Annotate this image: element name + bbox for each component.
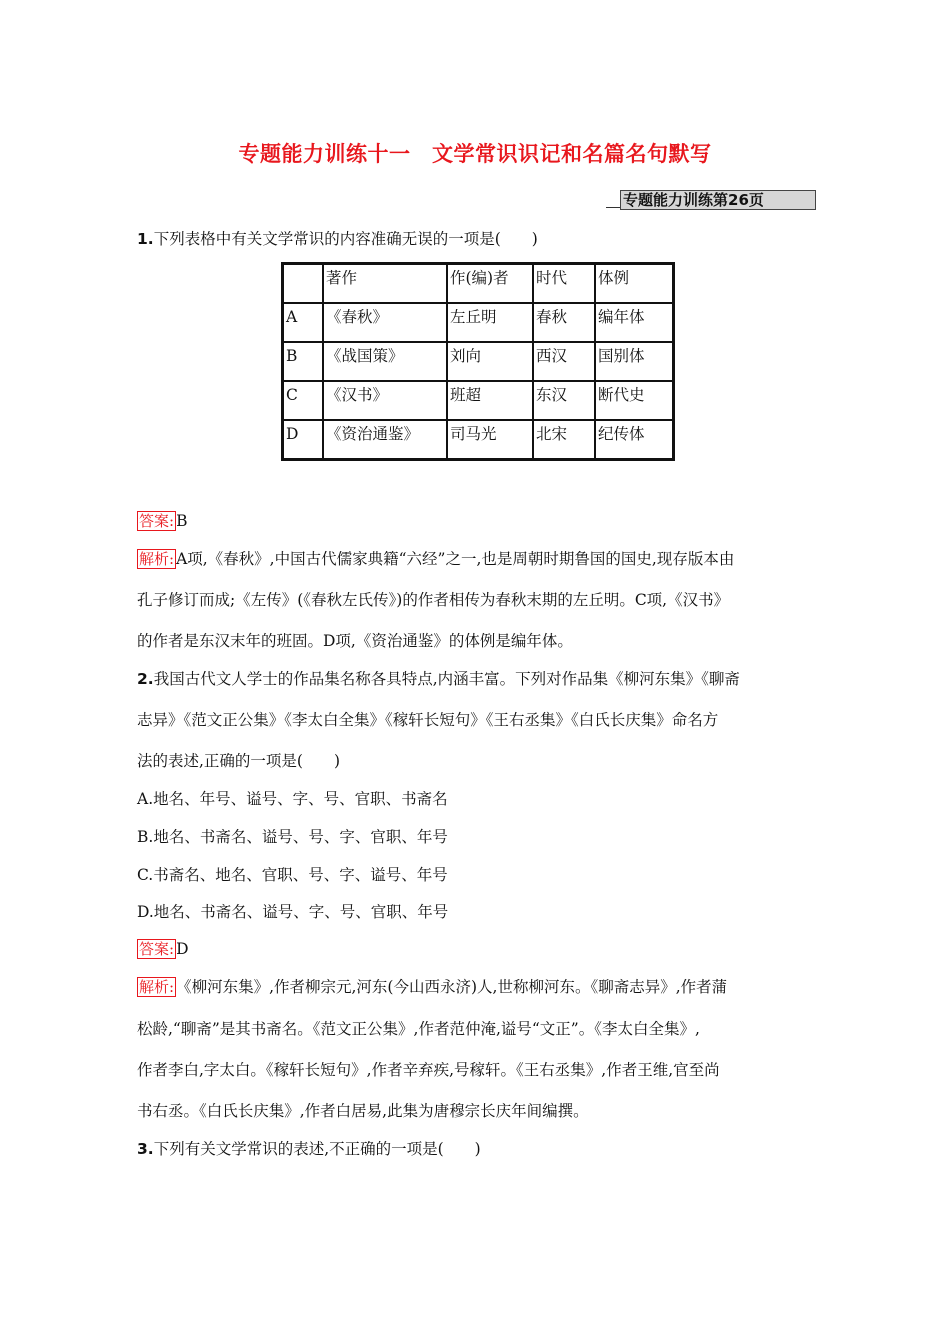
table-cell: 《战国策》 [323, 342, 447, 381]
table-cell: 刘向 [447, 342, 533, 381]
page-tag: 专题能力训练第26页 [620, 190, 816, 210]
analysis-1-line: 孔子修订而成;《左传》(《春秋左氏传》)的作者相传为春秋末期的左丘明。C项,《汉书》 [137, 591, 730, 609]
answer-label: 答案: [139, 940, 175, 958]
table-cell: 《汉书》 [323, 381, 447, 420]
answer-label: 答案: [139, 512, 175, 530]
analysis-2-line: 作者李白,字太白。《稼轩长短句》,作者辛弃疾,号稼轩。《王右丞集》,作者王维,官至尚 [137, 1061, 720, 1079]
table-header-row [283, 264, 674, 304]
option-d: D.地名、书斋名、谥号、字、号、官职、年号 [137, 903, 449, 921]
analysis-1-line: 的作者是东汉末年的班固。D项,《资治通鉴》的体例是编年体。 [137, 632, 573, 650]
answer-2 [137, 938, 189, 960]
question-text: 下列表格中有关文学常识的内容准确无误的一项是( ) [153, 230, 538, 248]
question-3-stem [137, 1138, 481, 1160]
analysis-label: 解析: [139, 978, 175, 996]
table-cell: A [283, 303, 324, 342]
option-a: A.地名、年号、谥号、字、号、官职、书斋名 [137, 790, 448, 808]
analysis-2-line [137, 976, 727, 998]
table-cell: D [283, 420, 324, 460]
answer-value: D [176, 940, 189, 958]
analysis-text: 《柳河东集》,作者柳宗元,河东(今山西永济)人,世称柳河东。《聊斋志异》,作者蒲 [176, 978, 728, 996]
option-c: C.书斋名、地名、官职、号、字、谥号、年号 [137, 866, 448, 884]
question-text: 我国古代文人学士的作品集名称各具特点,内涵丰富。下列对作品集《柳河东集》《聊斋 [153, 670, 740, 688]
table-cell: 《资治通鉴》 [323, 420, 447, 460]
table-row [283, 303, 674, 342]
table-cell: 《春秋》 [323, 303, 447, 342]
question-1-stem [137, 228, 538, 250]
table-cell: 国别体 [595, 342, 674, 381]
table-row [283, 420, 674, 460]
table-cell: 左丘明 [447, 303, 533, 342]
table-cell: C [283, 381, 324, 420]
option-b: B.地名、书斋名、谥号、号、字、官职、年号 [137, 828, 448, 846]
analysis-1-line [137, 548, 734, 570]
table-cell: 司马光 [447, 420, 533, 460]
table-cell: 春秋 [533, 303, 595, 342]
table-cell: 断代史 [595, 381, 674, 420]
table-cell [283, 264, 324, 304]
analysis-text: A项,《春秋》,中国古代儒家典籍“六经”之一,也是周朝时期鲁国的国史,现存版本由 [176, 550, 735, 568]
literature-table [281, 262, 675, 461]
table-cell: 体例 [595, 264, 674, 304]
table-cell: B [283, 342, 324, 381]
table-row [283, 381, 674, 420]
table-cell: 时代 [533, 264, 595, 304]
table-cell: 西汉 [533, 342, 595, 381]
question-2-stem-line: 法的表述,正确的一项是( ) [137, 752, 341, 770]
analysis-2-line: 书右丞。《白氏长庆集》,作者白居易,此集为唐穆宗长庆年间编撰。 [137, 1102, 589, 1120]
table-row [283, 342, 674, 381]
question-number: 1. [137, 230, 154, 248]
table-cell: 作(编)者 [447, 264, 533, 304]
page-title: 专题能力训练十一 文学常识识记和名篇名句默写 [238, 142, 712, 166]
table-cell: 东汉 [533, 381, 595, 420]
question-2-stem-line: 志异》《范文正公集》《李太白全集》《稼轩长短句》《王右丞集》《白氏长庆集》命名方 [137, 711, 719, 729]
table-cell: 北宋 [533, 420, 595, 460]
question-number: 2. [137, 670, 154, 688]
question-number: 3. [137, 1140, 154, 1158]
table-cell: 班超 [447, 381, 533, 420]
answer-1 [137, 510, 187, 532]
analysis-2-line: 松龄,“聊斋”是其书斋名。《范文正公集》,作者范仲淹,谥号“文正”。《李太白全集》, [137, 1020, 700, 1038]
answer-value: B [176, 512, 188, 530]
analysis-label: 解析: [139, 550, 175, 568]
table-cell: 著作 [323, 264, 447, 304]
table-cell: 纪传体 [595, 420, 674, 460]
question-2-stem [137, 668, 740, 690]
table-cell: 编年体 [595, 303, 674, 342]
question-text: 下列有关文学常识的表述,不正确的一项是( ) [153, 1140, 481, 1158]
